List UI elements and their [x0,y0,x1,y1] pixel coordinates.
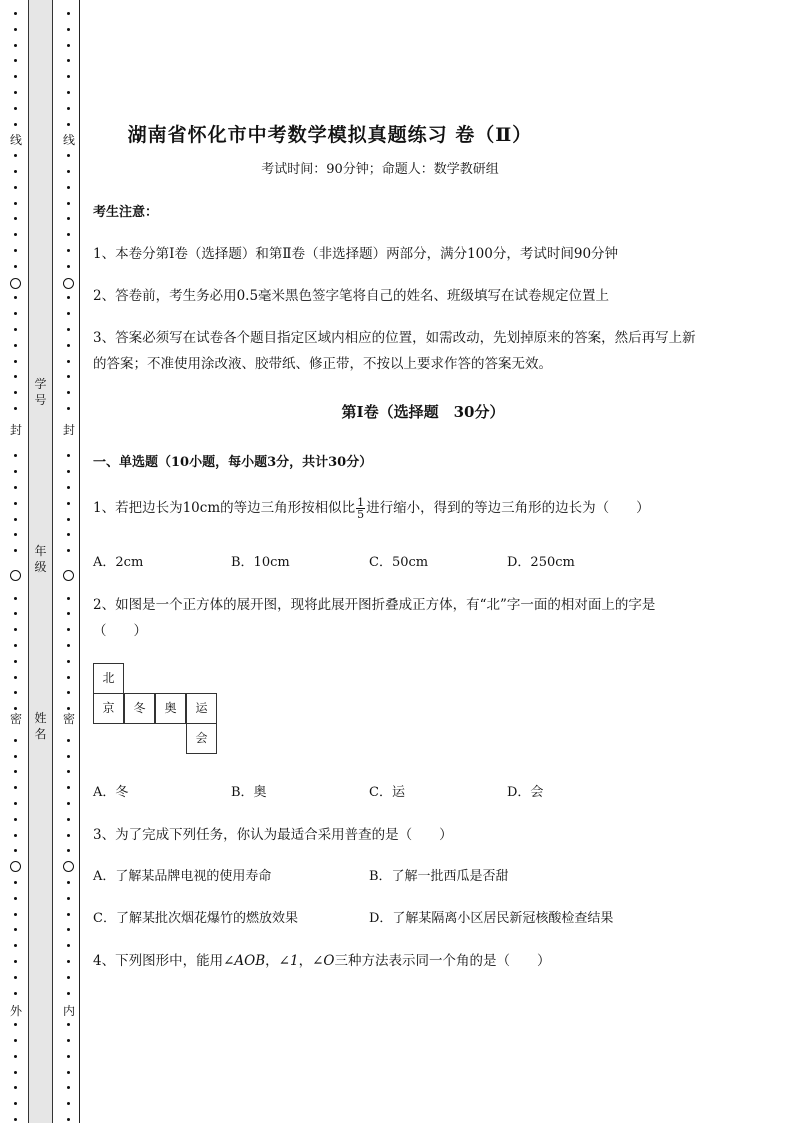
question-1-text-after: 进行缩小，得到的等边三角形的边长为（ ） [366,500,650,516]
outer-dot [14,786,17,789]
inner-dot [67,28,70,31]
outer-label: 密 [9,712,22,726]
inner-dot [67,628,70,631]
outer-dot [14,913,17,916]
outer-label: 线 [9,133,22,147]
notice-heading: 考生注意： [93,205,159,220]
field-label-name [28,710,53,742]
q1-option-c: C．50cm [369,555,429,570]
outer-dot [14,107,17,110]
notice-item-1: 1、本卷分第Ⅰ卷（选择题）和第Ⅱ卷（非选择题）两部分，满分100分，考试时间90分钟 [93,246,619,262]
outer-dot [14,407,17,410]
outer-dot [14,265,17,268]
outer-dot [14,454,17,457]
inner-circle-mark [63,278,74,289]
net-cell-bei: 北 [93,663,124,694]
outer-dot [14,707,17,710]
q3-option-b: B．了解一批西瓜是否甜 [369,869,509,884]
inner-dot [67,502,70,505]
outer-dot [14,391,17,394]
outer-dot [14,186,17,189]
inner-dot [67,818,70,821]
net-cell-jing: 京 [93,693,124,724]
outer-dot [14,612,17,615]
inner-dot [67,518,70,521]
outer-dot [14,549,17,552]
question-3: 3、为了完成下列任务，你认为最适合采用普查的是（ ） [93,827,453,843]
inner-dot [67,976,70,979]
inner-dot [67,802,70,805]
inner-dot [67,91,70,94]
inner-dot [67,644,70,647]
outer-dot [14,992,17,995]
q2-option-b: B．奥 [231,785,267,800]
outer-dot [14,944,17,947]
net-cell-hui: 会 [186,723,217,754]
notice-item-3: 3、答案必须写在试卷各个题目指定区域内相应的位置，如需改动，先划掉原来的答案，然后再写上新 [93,330,696,346]
question-1-text-before: 1、若把边长为10cm的等边三角形按相似比 [93,500,356,516]
outer-dot [14,1055,17,1058]
inner-dot [67,928,70,931]
inner-dot [67,913,70,916]
outer-circle-mark [10,278,21,289]
outer-dot [14,628,17,631]
inner-dot [67,755,70,758]
outer-dot [14,976,17,979]
inner-dot [67,59,70,62]
inner-circle-mark [63,570,74,581]
outer-dot [14,1039,17,1042]
page-title: 湖南省怀化市中考数学模拟真题练习 卷（Ⅱ） [127,124,533,146]
inner-dot [67,470,70,473]
inner-dot [67,407,70,410]
q3-option-a: A．了解某品牌电视的使用寿命 [93,869,272,884]
field-label-grade-char1: 年 [34,544,47,558]
exam-subtitle: 考试时间：90分钟；命题人：数学教研组 [261,162,499,177]
question-4-text-after: 三种方法表示同一个角的是（ ） [334,953,551,969]
outer-circle-mark [10,570,21,581]
outer-dot [14,249,17,252]
outer-dot [14,739,17,742]
inner-dot [67,881,70,884]
field-label-grade [28,543,53,575]
inner-dot [67,770,70,773]
inner-dot [67,597,70,600]
q2-option-d: D．会 [507,785,544,800]
outer-dot [14,375,17,378]
outer-dot [14,91,17,94]
inner-label: 内 [62,1004,75,1018]
q1-option-d: D．250cm [507,555,575,570]
question-4-text-before: 4、下列图形中，能用 [93,953,224,969]
question-4-sep-2: ， [298,953,313,969]
inner-dot [67,44,70,47]
outer-dot [14,533,17,536]
outer-dot [14,486,17,489]
outer-dot [14,502,17,505]
inner-dot [67,233,70,236]
ratio-fraction [356,497,365,520]
net-cell-dong: 冬 [124,693,155,724]
inner-dot [67,486,70,489]
outer-dot [14,802,17,805]
part-heading: 一、单选题（10小题，每小题3分，共计30分） [93,455,373,470]
notice-item-3-cont: 的答案；不准使用涂改液、胶带纸、修正带，不按以上要求作答的答案无效。 [93,356,552,372]
outer-dot [14,691,17,694]
outer-dot [14,312,17,315]
outer-dot [14,1102,17,1105]
inner-dot [67,1055,70,1058]
inner-dot [67,691,70,694]
outer-dot [14,296,17,299]
inner-dot [67,123,70,126]
inner-dot [67,328,70,331]
angle-aob: ∠AOB [223,953,266,969]
outer-dot [14,1071,17,1074]
inner-dot [67,217,70,220]
outer-dot [14,1086,17,1089]
outer-dot [14,818,17,821]
inner-dot [67,360,70,363]
inner-dot [67,786,70,789]
notice-item-2: 2、答卷前，考生务必用0.5毫米黑色签字笔将自己的姓名、班级填写在试卷规定位置上 [93,288,610,304]
inner-dot [67,897,70,900]
q2-option-c: C．运 [369,785,405,800]
inner-dot [67,1118,70,1121]
inner-dot [67,154,70,157]
question-2-line-1: 2、如图是一个正方体的展开图，现将此展开图折叠成正方体，有“北”字一面的相对面上的字是 [93,597,656,613]
net-cell-yun: 运 [186,693,217,724]
question-4 [93,949,550,969]
section-title: 第Ⅰ卷（选择题 30分） [341,403,505,421]
inner-dot [67,12,70,15]
inner-dot [67,1071,70,1074]
outer-dot [14,928,17,931]
fraction-denominator: 5 [357,508,365,521]
outer-dot [14,123,17,126]
q3-option-c: C．了解某批次烟花爆竹的燃放效果 [93,911,298,926]
field-label-student-id-char1: 学 [34,377,47,391]
inner-dot [67,312,70,315]
outer-dot [14,75,17,78]
question-2-line-2: （ ） [93,623,147,639]
fraction-numerator: 1 [357,496,365,509]
field-label-name-char1: 姓 [34,711,47,725]
inner-dot [67,265,70,268]
q1-option-a: A．2cm [93,555,144,570]
field-label-name-char2: 名 [34,727,47,741]
inner-dot [67,660,70,663]
outer-dot [14,217,17,220]
outer-dot [14,676,17,679]
outer-dot [14,202,17,205]
outer-dot [14,233,17,236]
angle-o: ∠O [312,953,335,969]
inner-dot [67,1086,70,1089]
inner-dot [67,249,70,252]
outer-dot [14,660,17,663]
inner-dot [67,960,70,963]
inner-dot [67,454,70,457]
inner-dot [67,1102,70,1105]
outer-circle-mark [10,861,21,872]
field-label-grade-char2: 级 [34,560,47,574]
inner-dot [67,1023,70,1026]
inner-dot [67,707,70,710]
outer-dot [14,28,17,31]
outer-dot [14,1023,17,1026]
inner-dot [67,549,70,552]
outer-dot [14,770,17,773]
inner-dot [67,107,70,110]
outer-dot [14,59,17,62]
angle-1: ∠1 [278,953,299,969]
outer-dot [14,597,17,600]
outer-dot [14,834,17,837]
inner-dot [67,186,70,189]
inner-label: 密 [62,712,75,726]
outer-dot [14,360,17,363]
net-cell-ao: 奥 [155,693,186,724]
inner-dot [67,391,70,394]
inner-dot [67,344,70,347]
inner-dot [67,75,70,78]
inner-label: 封 [62,423,75,437]
outer-dot [14,644,17,647]
outer-dot [14,960,17,963]
question-1 [93,494,650,522]
field-label-student-id-char2: 号 [34,393,47,407]
q2-option-a: A．冬 [93,785,129,800]
outer-dot [14,1118,17,1121]
inner-label: 线 [62,133,75,147]
question-4-sep-1: ， [265,953,279,969]
inner-dot [67,944,70,947]
q1-option-b: B．10cm [231,555,290,570]
inner-dot [67,849,70,852]
outer-dot [14,344,17,347]
outer-dot [14,12,17,15]
inner-dot [67,1039,70,1042]
outer-dot [14,44,17,47]
outer-dot [14,328,17,331]
inner-circle-mark [63,861,74,872]
inner-dot [67,739,70,742]
inner-dot [67,296,70,299]
outer-dot [14,755,17,758]
q3-option-d: D．了解某隔离小区居民新冠核酸检查结果 [369,911,614,926]
outer-label: 封 [9,423,22,437]
outer-dot [14,849,17,852]
inner-dot [67,533,70,536]
outer-label: 外 [9,1004,22,1018]
outer-dot [14,518,17,521]
inner-dot [67,202,70,205]
inner-dot [67,834,70,837]
outer-dot [14,470,17,473]
outer-dot [14,881,17,884]
outer-dot [14,897,17,900]
inner-dot [67,992,70,995]
inner-dot [67,375,70,378]
inner-dot [67,612,70,615]
outer-dot [14,154,17,157]
inner-dot [67,676,70,679]
field-label-student-id [28,376,53,408]
